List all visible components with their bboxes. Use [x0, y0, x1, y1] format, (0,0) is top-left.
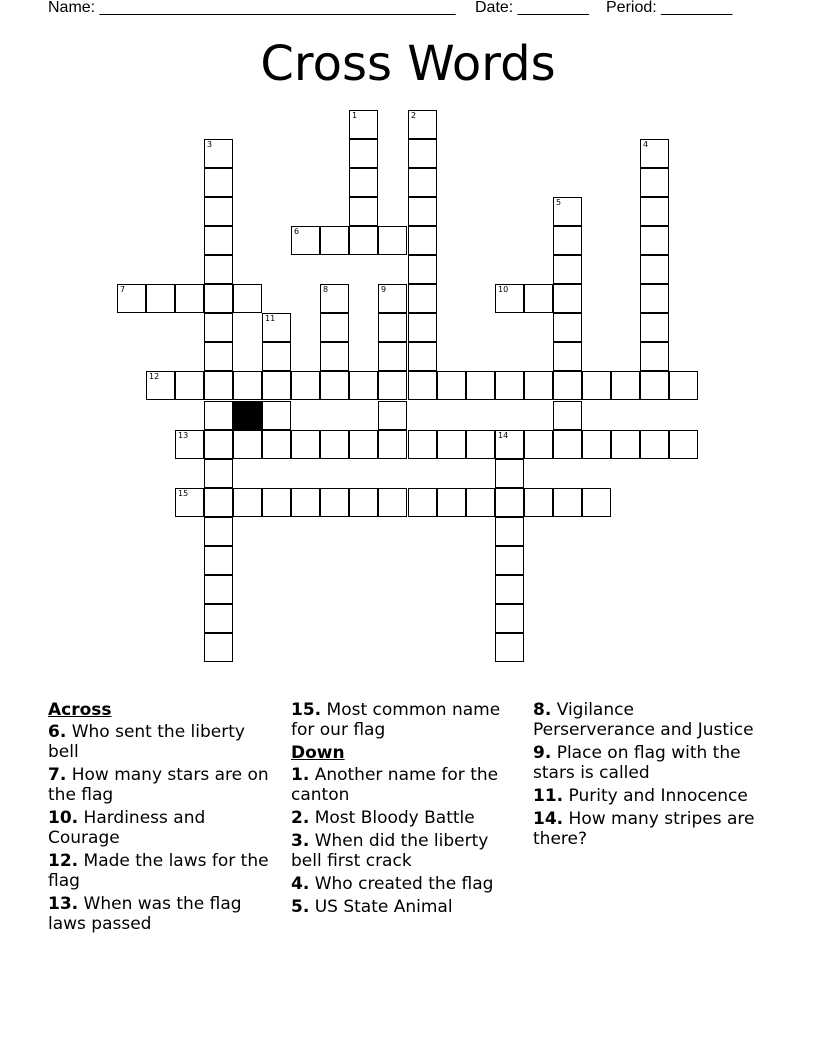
clue-number: 7.: [48, 765, 67, 785]
clue-text: Purity and Innocence: [568, 786, 748, 806]
across-clue-6: [48, 722, 273, 762]
grid-cell[interactable]: [669, 371, 698, 400]
grid-cell[interactable]: [204, 546, 233, 575]
clue-number-label: 14: [498, 431, 509, 440]
across-clue-10: [48, 808, 273, 848]
grid-cell[interactable]: [262, 342, 291, 371]
grid-cell[interactable]: [669, 430, 698, 459]
grid-cell[interactable]: [320, 371, 349, 400]
grid-cell[interactable]: [408, 488, 437, 517]
clue-number: 12.: [48, 851, 79, 871]
down-clue-9: [533, 743, 758, 783]
grid-cell[interactable]: [408, 168, 437, 197]
date-field-label: Date: ________: [475, 0, 589, 16]
period-field-label: Period: ________: [606, 0, 733, 16]
clue-number: 1.: [291, 765, 310, 785]
grid-cell[interactable]: [204, 139, 233, 168]
grid-cell[interactable]: [204, 197, 233, 226]
clue-text: Most Bloody Battle: [314, 808, 475, 828]
grid-cell[interactable]: [640, 313, 669, 342]
grid-cell[interactable]: [204, 517, 233, 546]
clue-number-label: 3: [207, 140, 213, 149]
across-heading: Across: [48, 700, 112, 720]
grid-cell[interactable]: [495, 430, 524, 459]
grid-cell[interactable]: [204, 168, 233, 197]
grid-cell[interactable]: [495, 604, 524, 633]
down-clue-2: [291, 808, 516, 828]
grid-cell[interactable]: [349, 197, 378, 226]
grid-cell[interactable]: [204, 313, 233, 342]
grid-cell[interactable]: [408, 110, 437, 139]
grid-cell[interactable]: [495, 575, 524, 604]
grid-cell[interactable]: [349, 168, 378, 197]
grid-cell[interactable]: [175, 284, 204, 313]
grid-cell[interactable]: [408, 313, 437, 342]
grid-cell[interactable]: [233, 430, 262, 459]
clue-text: Made the laws for the flag: [48, 851, 269, 891]
blocked-cell: [233, 401, 262, 430]
grid-cell[interactable]: [233, 488, 262, 517]
clue-number: 2.: [291, 808, 310, 828]
grid-cell[interactable]: [582, 430, 611, 459]
grid-cell[interactable]: [495, 284, 524, 313]
grid-cell[interactable]: [146, 371, 175, 400]
grid-cell[interactable]: [553, 197, 582, 226]
clue-text: US State Animal: [314, 897, 453, 917]
grid-cell[interactable]: [320, 313, 349, 342]
grid-cell[interactable]: [611, 371, 640, 400]
grid-cell[interactable]: [640, 197, 669, 226]
grid-cell[interactable]: [262, 488, 291, 517]
grid-cell[interactable]: [262, 430, 291, 459]
grid-cell[interactable]: [553, 371, 582, 400]
clue-number-label: 5: [556, 198, 562, 207]
grid-cell[interactable]: [553, 255, 582, 284]
grid-cell[interactable]: [378, 401, 407, 430]
grid-cell[interactable]: [349, 371, 378, 400]
grid-cell[interactable]: [204, 255, 233, 284]
grid-cell[interactable]: [640, 168, 669, 197]
clue-text: Hardiness and Courage: [48, 808, 206, 848]
clue-text: How many stars are on the flag: [48, 765, 269, 805]
grid-cell[interactable]: [466, 488, 495, 517]
clue-number: 15.: [291, 700, 322, 720]
grid-cell[interactable]: [553, 430, 582, 459]
clue-number: 13.: [48, 894, 79, 914]
down-clue-3: [291, 831, 516, 871]
across-clue-12: [48, 851, 273, 891]
grid-cell[interactable]: [378, 313, 407, 342]
grid-cell[interactable]: [640, 430, 669, 459]
grid-cell[interactable]: [495, 517, 524, 546]
clue-number-label: 8: [323, 285, 329, 294]
grid-cell[interactable]: [378, 226, 407, 255]
grid-cell[interactable]: [582, 371, 611, 400]
clue-text: Vigilance Perserverance and Justice: [533, 700, 754, 740]
clue-text: Most common name for our flag: [291, 700, 501, 740]
grid-cell[interactable]: [495, 633, 524, 662]
grid-cell[interactable]: [204, 226, 233, 255]
clue-number: 6.: [48, 722, 67, 742]
grid-cell[interactable]: [524, 284, 553, 313]
grid-cell[interactable]: [640, 342, 669, 371]
grid-cell[interactable]: [408, 371, 437, 400]
down-heading: Down: [291, 743, 345, 763]
grid-cell[interactable]: [204, 488, 233, 517]
grid-cell[interactable]: [233, 284, 262, 313]
grid-cell[interactable]: [349, 430, 378, 459]
grid-cell[interactable]: [408, 342, 437, 371]
clue-number-label: 7: [120, 285, 126, 294]
grid-cell[interactable]: [204, 371, 233, 400]
clue-text: When did the liberty bell first crack: [291, 831, 489, 871]
grid-cell[interactable]: [437, 371, 466, 400]
grid-cell[interactable]: [408, 197, 437, 226]
grid-cell[interactable]: [553, 488, 582, 517]
grid-cell[interactable]: [466, 430, 495, 459]
clue-number: 11.: [533, 786, 564, 806]
grid-cell[interactable]: [349, 110, 378, 139]
grid-cell[interactable]: [408, 139, 437, 168]
grid-cell[interactable]: [349, 226, 378, 255]
grid-cell[interactable]: [495, 488, 524, 517]
across-clue-7: [48, 765, 273, 805]
grid-cell[interactable]: [262, 401, 291, 430]
across-clue-13: [48, 894, 273, 934]
clue-number: 8.: [533, 700, 552, 720]
grid-cell[interactable]: [553, 342, 582, 371]
grid-cell[interactable]: [553, 284, 582, 313]
grid-cell[interactable]: [175, 430, 204, 459]
grid-cell[interactable]: [408, 226, 437, 255]
clue-number: 9.: [533, 743, 552, 763]
clue-text: Place on flag with the stars is called: [533, 743, 741, 783]
grid-cell[interactable]: [291, 371, 320, 400]
down-clue-8: [533, 700, 758, 740]
grid-cell[interactable]: [378, 488, 407, 517]
clue-number-label: 6: [294, 227, 300, 236]
clue-number-label: 12: [149, 372, 160, 381]
clues-column-3: [533, 700, 758, 852]
grid-cell[interactable]: [524, 488, 553, 517]
grid-cell[interactable]: [175, 488, 204, 517]
clue-text: Who sent the liberty bell: [48, 722, 245, 762]
clue-text: Another name for the canton: [291, 765, 499, 805]
grid-cell[interactable]: [146, 284, 175, 313]
grid-cell[interactable]: [495, 546, 524, 575]
grid-cell[interactable]: [204, 342, 233, 371]
grid-cell[interactable]: [378, 342, 407, 371]
grid-cell[interactable]: [117, 284, 146, 313]
clue-number-label: 13: [178, 431, 189, 440]
clue-number: 10.: [48, 808, 79, 828]
grid-cell[interactable]: [553, 401, 582, 430]
clues-column-1: [48, 700, 273, 937]
clue-number-label: 15: [178, 489, 189, 498]
grid-cell[interactable]: [291, 488, 320, 517]
grid-cell[interactable]: [437, 488, 466, 517]
grid-cell[interactable]: [204, 430, 233, 459]
grid-cell[interactable]: [582, 488, 611, 517]
grid-cell[interactable]: [320, 430, 349, 459]
grid-cell[interactable]: [349, 139, 378, 168]
clue-text: When was the flag laws passed: [48, 894, 242, 934]
grid-cell[interactable]: [495, 371, 524, 400]
across-clue-15: [291, 700, 516, 740]
grid-cell[interactable]: [524, 371, 553, 400]
grid-cell[interactable]: [611, 430, 640, 459]
clue-number-label: 10: [498, 285, 509, 294]
grid-cell[interactable]: [204, 401, 233, 430]
grid-cell[interactable]: [553, 313, 582, 342]
grid-cell[interactable]: [233, 371, 262, 400]
grid-cell[interactable]: [349, 488, 378, 517]
clue-number: 3.: [291, 831, 310, 851]
grid-cell[interactable]: [437, 430, 466, 459]
grid-cell[interactable]: [204, 633, 233, 662]
clue-number: 4.: [291, 874, 310, 894]
grid-cell[interactable]: [553, 226, 582, 255]
clue-number: 5.: [291, 897, 310, 917]
page-title: Cross Words: [260, 36, 556, 92]
grid-cell[interactable]: [640, 139, 669, 168]
grid-cell[interactable]: [408, 284, 437, 313]
grid-cell[interactable]: [262, 313, 291, 342]
grid-cell[interactable]: [320, 342, 349, 371]
clue-number-label: 11: [265, 314, 276, 323]
down-clue-5: [291, 897, 516, 917]
grid-cell[interactable]: [408, 430, 437, 459]
grid-cell[interactable]: [175, 371, 204, 400]
grid-cell[interactable]: [378, 371, 407, 400]
grid-cell[interactable]: [466, 371, 495, 400]
grid-cell[interactable]: [204, 284, 233, 313]
grid-cell[interactable]: [640, 226, 669, 255]
down-clue-14: [533, 809, 758, 849]
clue-number-label: 2: [411, 111, 417, 120]
grid-cell[interactable]: [320, 226, 349, 255]
grid-cell[interactable]: [524, 430, 553, 459]
grid-cell[interactable]: [378, 430, 407, 459]
down-clue-1: [291, 765, 516, 805]
grid-cell[interactable]: [204, 459, 233, 488]
clue-text: Who created the flag: [314, 874, 494, 894]
clue-number-label: 1: [352, 111, 358, 120]
clue-text: How many stripes are there?: [533, 809, 755, 849]
clues-column-2: [291, 700, 516, 920]
grid-cell[interactable]: [320, 284, 349, 313]
grid-cell[interactable]: [291, 226, 320, 255]
grid-cell[interactable]: [408, 255, 437, 284]
clue-number-label: 4: [643, 140, 649, 149]
grid-cell[interactable]: [204, 604, 233, 633]
down-clue-4: [291, 874, 516, 894]
grid-cell[interactable]: [495, 459, 524, 488]
name-field-label: Name: ________________________________________: [48, 0, 456, 16]
grid-cell[interactable]: [640, 371, 669, 400]
grid-cell[interactable]: [640, 255, 669, 284]
grid-cell[interactable]: [262, 371, 291, 400]
grid-cell[interactable]: [640, 284, 669, 313]
grid-cell[interactable]: [204, 575, 233, 604]
grid-cell[interactable]: [320, 488, 349, 517]
clue-number: 14.: [533, 809, 564, 829]
grid-cell[interactable]: [378, 284, 407, 313]
clue-number-label: 9: [381, 285, 387, 294]
grid-cell[interactable]: [291, 430, 320, 459]
down-clue-11: [533, 786, 758, 806]
